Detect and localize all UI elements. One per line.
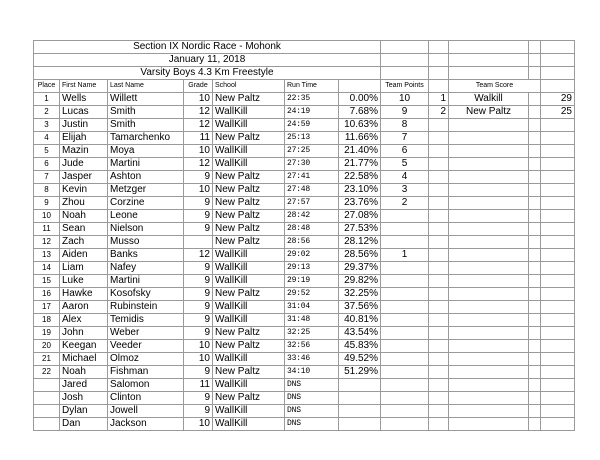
time-behind-cell[interactable]: 32.25% [339,288,381,301]
last-name-cell[interactable]: Fishman [108,366,184,379]
team-points-cell[interactable]: 8 [381,119,429,132]
school-cell[interactable]: WallKill [213,314,285,327]
team-points-cell[interactable] [381,366,429,379]
team-points-cell[interactable]: 4 [381,171,429,184]
last-name-cell[interactable]: Weber [108,327,184,340]
first-name-cell[interactable]: Dan [60,418,108,431]
last-name-cell[interactable]: Tamarchenko [108,132,184,145]
team-points-cell[interactable] [381,262,429,275]
school-cell[interactable]: New Paltz [213,171,285,184]
time-behind-cell[interactable]: 11.66% [339,132,381,145]
school-cell[interactable]: New Paltz [213,392,285,405]
grade-cell[interactable]: 9 [184,262,213,275]
place-cell[interactable] [34,405,60,418]
place-cell[interactable]: 7 [34,171,60,184]
time-behind-cell[interactable]: 43.54% [339,327,381,340]
grade-cell[interactable]: 10 [184,184,213,197]
first-name-cell[interactable]: Jasper [60,171,108,184]
result-row [34,418,575,431]
result-row [34,301,575,314]
place-cell[interactable]: 19 [34,327,60,340]
team-points-cell[interactable]: 1 [381,249,429,262]
grade-cell[interactable]: 12 [184,119,213,132]
first-name-cell[interactable]: Alex [60,314,108,327]
last-name-cell[interactable]: Smith [108,106,184,119]
school-cell[interactable]: New Paltz [213,288,285,301]
place-cell[interactable]: 14 [34,262,60,275]
time-behind-cell[interactable] [339,392,381,405]
run-time-cell[interactable]: DNS [285,392,339,405]
result-row [34,288,575,301]
school-cell[interactable]: New Paltz [213,93,285,106]
time-behind-cell[interactable]: 49.52% [339,353,381,366]
time-behind-cell[interactable]: 27.08% [339,210,381,223]
grade-cell[interactable]: 9 [184,366,213,379]
first-name-cell[interactable]: Josh [60,392,108,405]
last-name-cell[interactable]: Jowell [108,405,184,418]
team-points-cell[interactable] [381,301,429,314]
school-cell[interactable]: WallKill [213,405,285,418]
place-cell[interactable] [34,379,60,392]
team-name-cell[interactable]: Walkill [449,93,529,106]
school-cell[interactable]: WallKill [213,379,285,392]
result-row [34,262,575,275]
time-behind-cell[interactable]: 28.56% [339,249,381,262]
team-points-cell[interactable]: 10 [381,93,429,106]
last-name-cell[interactable]: Clinton [108,392,184,405]
place-cell[interactable]: 22 [34,366,60,379]
time-behind-cell[interactable] [339,405,381,418]
place-cell[interactable] [34,392,60,405]
grade-cell[interactable]: 9 [184,171,213,184]
team-points-cell[interactable] [381,314,429,327]
run-time-cell[interactable]: DNS [285,405,339,418]
school-cell[interactable]: New Paltz [213,197,285,210]
school-cell[interactable]: New Paltz [213,366,285,379]
school-cell[interactable]: WallKill [213,418,285,431]
school-cell[interactable]: WallKill [213,106,285,119]
place-cell[interactable]: 13 [34,249,60,262]
time-behind-cell[interactable]: 27.53% [339,223,381,236]
team-points-cell[interactable]: 5 [381,158,429,171]
first-name-cell[interactable]: Zhou [60,197,108,210]
run-time-cell[interactable]: 34:10 [285,366,339,379]
team-points-cell[interactable]: 7 [381,132,429,145]
first-name-cell[interactable]: John [60,327,108,340]
first-name-cell[interactable]: Luke [60,275,108,288]
school-cell[interactable]: WallKill [213,119,285,132]
place-cell[interactable]: 18 [34,314,60,327]
team-points-cell[interactable]: 9 [381,106,429,119]
run-time-cell[interactable]: 27:57 [285,197,339,210]
header-run-time[interactable]: Run Time [285,80,339,93]
team-points-cell[interactable] [381,353,429,366]
results-sheet [33,40,575,431]
race-row [34,67,575,80]
school-cell[interactable]: New Paltz [213,236,285,249]
last-name-cell[interactable]: Moya [108,145,184,158]
last-name-cell[interactable]: Olmoz [108,353,184,366]
team-points-cell[interactable]: 3 [381,184,429,197]
header-last-name[interactable]: Last Name [108,80,184,93]
place-cell[interactable]: 12 [34,236,60,249]
first-name-cell[interactable]: Kevin [60,184,108,197]
last-name-cell[interactable]: Salomon [108,379,184,392]
place-cell[interactable]: 9 [34,197,60,210]
last-name-cell[interactable]: Willett [108,93,184,106]
last-name-cell[interactable]: Kosofsky [108,288,184,301]
result-row [34,184,575,197]
result-row [34,366,575,379]
run-time-cell[interactable]: 22:35 [285,93,339,106]
first-name-cell[interactable]: Justin [60,119,108,132]
result-row [34,275,575,288]
result-row [34,171,575,184]
place-cell[interactable]: 6 [34,158,60,171]
grade-cell[interactable]: 9 [184,392,213,405]
last-name-cell[interactable]: Leone [108,210,184,223]
school-cell[interactable]: WallKill [213,249,285,262]
team-points-cell[interactable] [381,379,429,392]
time-behind-cell[interactable]: 51.29% [339,366,381,379]
header-team-points[interactable]: Team Points [381,80,429,93]
first-name-cell[interactable]: Jude [60,158,108,171]
school-cell[interactable]: New Paltz [213,327,285,340]
team-points-cell[interactable] [381,340,429,353]
run-time-cell[interactable]: DNS [285,418,339,431]
grade-cell[interactable]: 10 [184,145,213,158]
place-cell[interactable]: 16 [34,288,60,301]
grade-cell[interactable]: 10 [184,353,213,366]
team-points-cell[interactable] [381,392,429,405]
run-time-cell[interactable]: 28:56 [285,236,339,249]
last-name-cell[interactable]: Banks [108,249,184,262]
place-cell[interactable]: 21 [34,353,60,366]
first-name-cell[interactable]: Zach [60,236,108,249]
result-row [34,119,575,132]
last-name-cell[interactable]: Temidis [108,314,184,327]
place-cell[interactable]: 17 [34,301,60,314]
team-points-cell[interactable] [381,210,429,223]
last-name-cell[interactable]: Ashton [108,171,184,184]
place-cell[interactable]: 2 [34,106,60,119]
header-place[interactable]: Place [34,80,60,93]
time-behind-cell[interactable]: 22.58% [339,171,381,184]
result-row [34,223,575,236]
result-row [34,145,575,158]
run-time-cell[interactable]: 32:56 [285,340,339,353]
place-cell[interactable]: 4 [34,132,60,145]
place-cell[interactable]: 3 [34,119,60,132]
time-behind-cell[interactable]: 21.40% [339,145,381,158]
time-behind-cell[interactable] [339,379,381,392]
team-points-cell[interactable] [381,288,429,301]
place-cell[interactable]: 20 [34,340,60,353]
run-time-cell[interactable]: 24:59 [285,119,339,132]
grade-cell[interactable]: 12 [184,106,213,119]
last-name-cell[interactable]: Nafey [108,262,184,275]
time-behind-cell[interactable]: 23.76% [339,197,381,210]
run-time-cell[interactable]: 29:02 [285,249,339,262]
school-cell[interactable]: New Paltz [213,340,285,353]
team-points-cell[interactable]: 2 [381,197,429,210]
team-score-cell[interactable]: 29 [541,93,575,106]
header-school[interactable]: School [213,80,285,93]
run-time-cell[interactable]: 27:48 [285,184,339,197]
first-name-cell[interactable]: Keegan [60,340,108,353]
school-cell[interactable]: New Paltz [213,184,285,197]
header-row [34,80,575,93]
school-cell[interactable]: New Paltz [213,210,285,223]
first-name-cell[interactable]: Michael [60,353,108,366]
grade-cell[interactable]: 12 [184,158,213,171]
run-time-cell[interactable]: 29:19 [285,275,339,288]
time-behind-cell[interactable]: 23.10% [339,184,381,197]
time-behind-cell[interactable]: 40.81% [339,314,381,327]
first-name-cell[interactable]: Noah [60,210,108,223]
run-time-cell[interactable]: 28:48 [285,223,339,236]
result-row [34,353,575,366]
header-team-score[interactable]: Team Score [449,80,541,93]
team-name-cell[interactable]: New Paltz [449,106,529,119]
grade-cell[interactable]: 10 [184,93,213,106]
last-name-cell[interactable]: Martini [108,275,184,288]
team-points-cell[interactable] [381,327,429,340]
team-score-cell[interactable]: 25 [541,106,575,119]
grade-cell[interactable] [184,236,213,249]
place-cell[interactable]: 8 [34,184,60,197]
last-name-cell[interactable]: Rubinstein [108,301,184,314]
run-time-cell[interactable]: 29:13 [285,262,339,275]
grade-cell[interactable]: 9 [184,327,213,340]
first-name-cell[interactable]: Aiden [60,249,108,262]
team-points-cell[interactable] [381,223,429,236]
result-row [34,405,575,418]
run-time-cell[interactable]: 28:42 [285,210,339,223]
grade-cell[interactable]: 10 [184,340,213,353]
first-name-cell[interactable]: Lucas [60,106,108,119]
result-row [34,93,575,106]
school-cell[interactable]: WallKill [213,301,285,314]
title-row [34,41,575,54]
last-name-cell[interactable]: Jackson [108,418,184,431]
first-name-cell[interactable]: Noah [60,366,108,379]
run-time-cell[interactable]: 27:30 [285,158,339,171]
header-grade[interactable]: Grade [184,80,213,93]
grade-cell[interactable]: 9 [184,275,213,288]
sheet-title[interactable]: Section IX Nordic Race - Mohonk [34,41,381,54]
grade-cell[interactable]: 9 [184,301,213,314]
result-row [34,132,575,145]
grade-cell[interactable]: 9 [184,405,213,418]
grade-cell[interactable]: 9 [184,314,213,327]
team-points-cell[interactable] [381,405,429,418]
last-name-cell[interactable]: Veeder [108,340,184,353]
place-cell[interactable]: 11 [34,223,60,236]
team-points-cell[interactable] [381,275,429,288]
result-row [34,379,575,392]
school-cell[interactable]: WallKill [213,145,285,158]
time-behind-cell[interactable]: 28.12% [339,236,381,249]
grade-cell[interactable]: 11 [184,379,213,392]
last-name-cell[interactable]: Corzine [108,197,184,210]
time-behind-cell[interactable]: 21.77% [339,158,381,171]
school-cell[interactable]: WallKill [213,158,285,171]
time-behind-cell[interactable]: 29.82% [339,275,381,288]
grade-cell[interactable]: 9 [184,288,213,301]
run-time-cell[interactable]: 24:19 [285,106,339,119]
run-time-cell[interactable]: DNS [285,379,339,392]
first-name-cell[interactable]: Wells [60,93,108,106]
result-row [34,314,575,327]
run-time-cell[interactable]: 25:13 [285,132,339,145]
run-time-cell[interactable]: 27:41 [285,171,339,184]
first-name-cell[interactable]: Liam [60,262,108,275]
grade-cell[interactable]: 9 [184,197,213,210]
time-behind-cell[interactable]: 29.37% [339,262,381,275]
team-points-cell[interactable] [381,236,429,249]
time-behind-cell[interactable] [339,418,381,431]
first-name-cell[interactable]: Dylan [60,405,108,418]
time-behind-cell[interactable]: 0.00% [339,93,381,106]
result-row [34,106,575,119]
place-cell[interactable]: 10 [34,210,60,223]
grade-cell[interactable]: 12 [184,249,213,262]
result-row [34,340,575,353]
grade-cell[interactable]: 9 [184,210,213,223]
run-time-cell[interactable]: 33:46 [285,353,339,366]
run-time-cell[interactable]: 27:25 [285,145,339,158]
place-cell[interactable]: 15 [34,275,60,288]
first-name-cell[interactable]: Aaron [60,301,108,314]
first-name-cell[interactable]: Mazin [60,145,108,158]
school-cell[interactable]: New Paltz [213,132,285,145]
time-behind-cell[interactable]: 37.56% [339,301,381,314]
last-name-cell[interactable]: Martini [108,158,184,171]
last-name-cell[interactable]: Musso [108,236,184,249]
school-cell[interactable]: WallKill [213,353,285,366]
run-time-cell[interactable]: 31:04 [285,301,339,314]
first-name-cell[interactable]: Sean [60,223,108,236]
place-cell[interactable]: 5 [34,145,60,158]
result-row [34,210,575,223]
run-time-cell[interactable]: 31:48 [285,314,339,327]
grade-cell[interactable]: 11 [184,132,213,145]
school-cell[interactable]: WallKill [213,262,285,275]
header-first-name[interactable]: First Name [60,80,108,93]
result-row [34,327,575,340]
first-name-cell[interactable]: Hawke [60,288,108,301]
time-behind-cell[interactable]: 10.63% [339,119,381,132]
school-cell[interactable]: WallKill [213,275,285,288]
run-time-cell[interactable]: 32:25 [285,327,339,340]
first-name-cell[interactable]: Elijah [60,132,108,145]
last-name-cell[interactable]: Smith [108,119,184,132]
place-cell[interactable] [34,418,60,431]
school-cell[interactable]: New Paltz [213,223,285,236]
race-date[interactable]: January 11, 2018 [34,54,381,67]
result-row [34,158,575,171]
run-time-cell[interactable]: 29:52 [285,288,339,301]
last-name-cell[interactable]: Metzger [108,184,184,197]
grade-cell[interactable]: 10 [184,418,213,431]
team-points-cell[interactable] [381,418,429,431]
team-rank-cell[interactable]: 2 [429,106,449,119]
time-behind-cell[interactable]: 45.83% [339,340,381,353]
team-rank-cell[interactable]: 1 [429,93,449,106]
result-row [34,236,575,249]
time-behind-cell[interactable]: 7.68% [339,106,381,119]
date-row [34,54,575,67]
result-row [34,249,575,262]
place-cell[interactable]: 1 [34,93,60,106]
result-row [34,392,575,405]
last-name-cell[interactable]: Nielson [108,223,184,236]
race-name[interactable]: Varsity Boys 4.3 Km Freestyle [34,67,381,80]
first-name-cell[interactable]: Jared [60,379,108,392]
grade-cell[interactable]: 9 [184,223,213,236]
team-points-cell[interactable]: 6 [381,145,429,158]
result-row [34,197,575,210]
